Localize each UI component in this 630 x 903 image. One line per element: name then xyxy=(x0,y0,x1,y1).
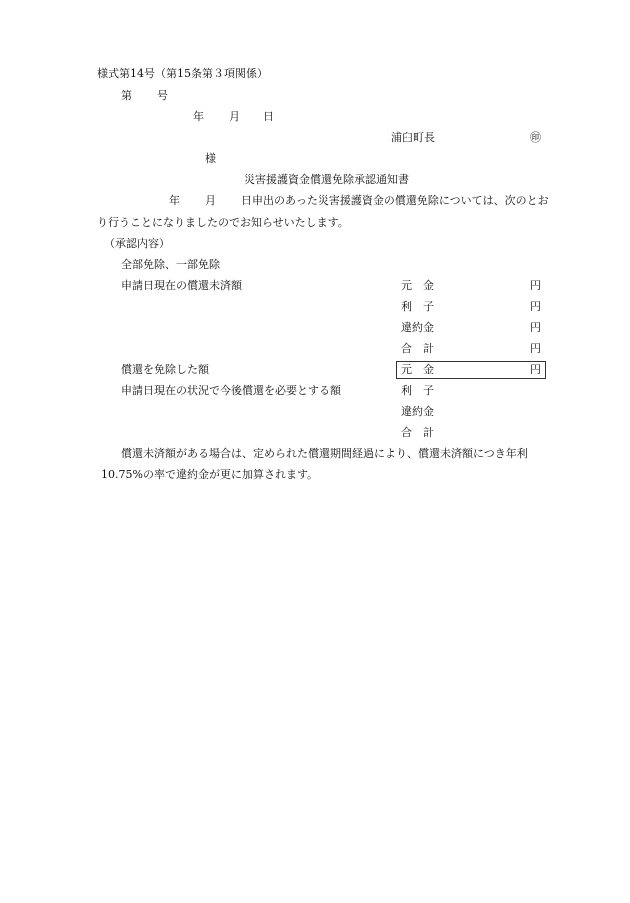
exempted-principal-unit: 円 xyxy=(530,363,541,376)
unpaid-principal: 元 金 xyxy=(401,279,434,292)
exempted-principal: 元 金 xyxy=(401,363,434,376)
body-month: 月 xyxy=(205,194,216,207)
future-interest: 利 子 xyxy=(401,384,434,397)
unpaid-total: 合 計 xyxy=(401,342,434,355)
body-line2: り行うことになりましたのでお知らせいたします。 xyxy=(97,216,349,229)
body-year: 年 xyxy=(169,194,180,207)
future-total: 合 計 xyxy=(401,426,434,439)
unpaid-interest-unit: 円 xyxy=(530,300,541,313)
doc-number-go: 号 xyxy=(157,89,168,102)
doc-title: 災害援護資金償還免除承認通知書 xyxy=(244,173,409,186)
unpaid-label: 申請日現在の償還未済額 xyxy=(121,279,242,292)
issuer-title: 浦臼町長 xyxy=(391,131,435,144)
unpaid-penalty-unit: 円 xyxy=(530,321,541,334)
exemption-type: 全部免除、一部免除 xyxy=(121,258,220,271)
section-heading: （承認内容） xyxy=(104,237,170,250)
seal-mark: ㊞ xyxy=(530,131,541,144)
unpaid-penalty: 違約金 xyxy=(401,321,434,334)
form-label: 様式第14号（第15条第３項関係） xyxy=(97,67,268,80)
date-month: 月 xyxy=(229,110,240,123)
date-day: 日 xyxy=(263,110,274,123)
body-line1: 日申出のあった災害援護資金の償還免除については、次のとお xyxy=(241,194,549,207)
date-year: 年 xyxy=(193,110,204,123)
future-label: 申請日現在の状況で今後償還を必要とする額 xyxy=(121,384,341,397)
exempted-label: 償還を免除した額 xyxy=(121,363,209,376)
unpaid-interest: 利 子 xyxy=(401,300,434,313)
note-line2: 10.75%の率で違約金が更に加算されます。 xyxy=(101,468,319,481)
future-penalty: 違約金 xyxy=(401,405,434,418)
doc-number-dai: 第 xyxy=(121,89,132,102)
unpaid-principal-unit: 円 xyxy=(530,279,541,292)
unpaid-total-unit: 円 xyxy=(530,342,541,355)
addressee-suffix: 様 xyxy=(205,152,216,165)
note-line1: 償還未済額がある場合は、定められた償還期間経過により、償還未済額につき年利 xyxy=(121,447,528,460)
